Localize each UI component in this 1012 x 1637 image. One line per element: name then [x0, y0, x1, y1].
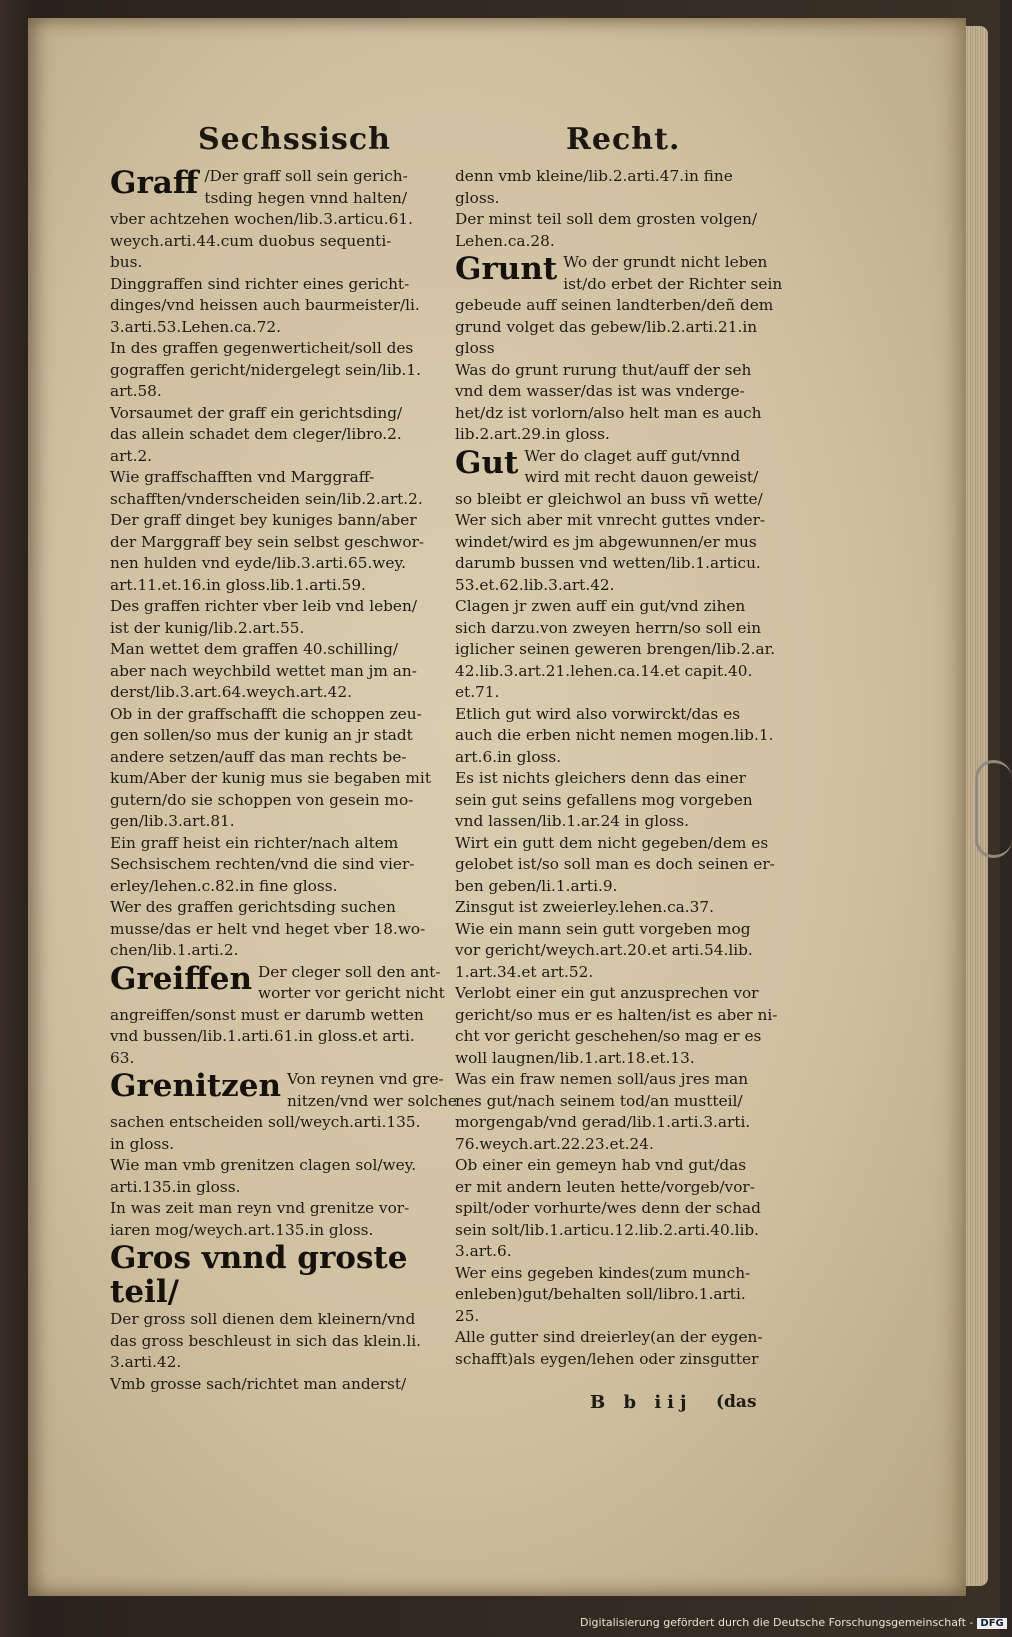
entry-line: 42.lib.3.art.21.lehen.ca.14.et capit.40. [455, 661, 753, 680]
entry [455, 1263, 790, 1328]
entry-line: iglicher seinen geweren brengen/lib.2.ar. [455, 640, 776, 658]
entry-line: gen/lib.3.art.81. [110, 812, 235, 830]
entry-keyword: Grenitzen [110, 1068, 282, 1104]
entry-line: cht vor gericht geschehen/so mag er es [455, 1027, 762, 1045]
entry-keyword: Gros vnnd groste teil/ [110, 1240, 408, 1310]
entry-line: Vorsaumet der graff ein gerichtsding/ [110, 403, 403, 422]
entry-line: sein solt/lib.1.articu.12.lib.2.arti.40.lib. [455, 1220, 760, 1239]
entry-line: wird mit recht dauon geweist/ [524, 468, 759, 486]
entry-line: vber achtzehen wochen/lib.3.articu.61. [110, 210, 413, 228]
entry-line: bus. [110, 253, 143, 271]
entry [110, 704, 440, 833]
entry [455, 446, 790, 511]
entry-line: schafft)als eygen/lehen oder zinsgutter [455, 1349, 759, 1368]
entry-line: Ob einer ein gemeyn hab vnd gut/das [455, 1156, 747, 1174]
entry-line: Wie man vmb grenitzen clagen sol/wey. [110, 1156, 417, 1174]
entry-line: Dinggraffen sind richter eines gericht- [110, 274, 410, 293]
entry-line: der Marggraff bey sein selbst geschwor- [110, 532, 425, 551]
entry [455, 897, 790, 919]
entry [110, 510, 440, 596]
entry-line: Von reynen vnd gre- [287, 1070, 444, 1088]
entry-line: Wer sich aber mit vnrecht guttes vnder- [455, 511, 766, 529]
entry-line: art.2. [110, 446, 153, 465]
entry-line: gograffen gericht/nidergelegt sein/lib.1. [110, 360, 421, 379]
entry-line: Lehen.ca.28. [455, 231, 555, 250]
entry-line: lib.2.art.29.in gloss. [455, 425, 610, 443]
entry [110, 1198, 440, 1241]
right-column [455, 166, 790, 1370]
footer-text: Digitalisierung gefördert durch die Deutsche Forschungsgemeinschaft - [580, 1616, 974, 1629]
entry [455, 166, 790, 209]
entry [110, 1068, 457, 1155]
entry-line: art.6.in gloss. [455, 747, 562, 766]
entry [455, 360, 790, 446]
entry [455, 596, 790, 704]
entry-line: gericht/so mus er es halten/ist es aber ni- [455, 1005, 778, 1024]
entry [455, 704, 790, 769]
entry [110, 166, 440, 274]
entry-line: het/dz ist vorlorn/also helt man es auch [455, 403, 762, 422]
entry-line: das allein schadet dem cleger/libro.2. [110, 425, 402, 443]
entry-line: iaren mog/weych.art.135.in gloss. [110, 1220, 374, 1239]
entry [110, 639, 440, 704]
entry [110, 897, 440, 962]
entry-line: /Der graff soll sein gerich- [204, 167, 408, 185]
entry-line: 3.art.6. [455, 1242, 512, 1260]
entry-line: sachen entscheiden soll/weych.arti.135. [110, 1113, 421, 1131]
entry-line: erley/lehen.c.82.in fine gloss. [110, 876, 338, 895]
running-header-right: Recht. [566, 122, 681, 157]
entry-line: gelobet ist/so soll man es doch seinen er- [455, 855, 775, 873]
entry-line: gutern/do sie schoppen von gesein mo- [110, 790, 414, 809]
entry-line: nitzen/vnd wer solche [287, 1091, 457, 1110]
entry-line: aber nach weychbild wettet man jm an- [110, 661, 417, 680]
entry [110, 338, 440, 403]
entry [455, 1069, 790, 1155]
entry [110, 960, 445, 1070]
entry-line: Vmb grosse sach/richtet man anderst/ [110, 1374, 407, 1393]
entry-line: nen hulden vnd eyde/lib.3.arti.65.wey. [110, 554, 406, 572]
entry-line: nes gut/nach seinem tod/an mustteil/ [455, 1091, 743, 1110]
entry-line: vnd lassen/lib.1.ar.24 in gloss. [455, 812, 689, 830]
entry [110, 1155, 440, 1198]
entry-line: 1.art.34.et art.52. [455, 962, 594, 981]
entry-line: ist der kunig/lib.2.art.55. [110, 618, 305, 637]
entry-line: morgengab/vnd gerad/lib.1.arti.3.arti. [455, 1113, 751, 1131]
entry-line: Wer eins gegeben kindes(zum munch- [455, 1263, 751, 1282]
entry [455, 983, 790, 1069]
entry-line: 3.arti.53.Lehen.ca.72. [110, 317, 281, 336]
entry-line: Was do grunt rurung thut/auff der seh [455, 360, 752, 379]
entry-line: Wie ein mann sein gutt vorgeben mog [455, 919, 751, 938]
entry-line: dinges/vnd heissen auch baurmeister/li. [110, 296, 420, 314]
entry-line: auch die erben nicht nemen mogen.lib.1. [455, 726, 774, 744]
entry-line: er mit andern leuten hette/vorgeb/vor- [455, 1177, 755, 1196]
entry-line: vnd bussen/lib.1.arti.61.in gloss.et arti. [110, 1027, 415, 1045]
entry-line: Es ist nichts gleichers denn das einer [455, 769, 746, 787]
entry-line: Was ein fraw nemen soll/aus jres man [455, 1070, 749, 1088]
entry [455, 833, 790, 898]
entry-line: kum/Aber der kunig mus sie begaben mit [110, 769, 431, 787]
entry-line: 3.arti.42. [110, 1353, 182, 1371]
entry [455, 768, 790, 833]
entry-line: et.71. [455, 683, 500, 701]
entry-line: spilt/oder vorhurte/wes denn der schad [455, 1199, 761, 1217]
entry-line: windet/wird es jm abgewunnen/er mus [455, 532, 757, 551]
entry-line: chen/lib.1.arti.2. [110, 941, 239, 959]
entry [110, 467, 440, 510]
entry-line: Wirt ein gutt dem nicht gegeben/dem es [455, 833, 769, 852]
entry-line: sich darzu.von zweyen herrn/so soll ein [455, 618, 762, 637]
entry-line: gebeude auff seinen landterben/deñ dem [455, 296, 774, 314]
entry-line: 25. [455, 1306, 480, 1325]
entry-line: sein gut seins gefallens mog vorgeben [455, 790, 753, 809]
catchword: (das [716, 1392, 757, 1412]
entry [110, 274, 440, 339]
entry-line: ist/do erbet der Richter sein [563, 274, 783, 293]
entry-line: Ein graff heist ein richter/nach altem [110, 833, 399, 852]
entry [110, 833, 440, 898]
entry-line: worter vor gericht nicht [258, 984, 445, 1002]
entry-line: Wer do claget auff gut/vnnd [524, 446, 741, 465]
entry-line: musse/das er helt vnd heget vber 18.wo- [110, 919, 426, 938]
entry [110, 1241, 440, 1374]
entry-keyword: Graff [110, 165, 199, 201]
entry-line: Sechsischem rechten/vnd die sind vier- [110, 855, 415, 873]
entry-line: darumb bussen vnd wetten/lib.1.articu. [455, 554, 761, 572]
entry [110, 403, 440, 468]
entry-line: so bleibt er gleichwol an buss vñ wette/ [455, 489, 763, 508]
running-header-left: Sechssisch [198, 122, 391, 157]
entry-line: tsding hegen vnnd halten/ [204, 188, 408, 207]
entry-line: art.58. [110, 382, 162, 400]
entry-line: Wer des graffen gerichtsding suchen [110, 898, 396, 916]
entry-line: gloss [455, 339, 495, 357]
entry [455, 1155, 790, 1263]
entry-line: andere setzen/auff das man rechts be- [110, 747, 407, 766]
entry [455, 209, 790, 252]
dfg-logo: DFG [977, 1618, 1006, 1629]
entry-line: Der graff dinget bey kuniges bann/aber [110, 511, 417, 529]
entry-line: Man wettet dem graffen 40.schilling/ [110, 640, 399, 658]
entry-line: Der minst teil soll dem grosten volgen/ [455, 210, 758, 228]
entry-line: vnd dem wasser/das ist was vnderge- [455, 382, 745, 400]
entry-line: das gross beschleust in sich das klein.li. [110, 1331, 421, 1350]
entry-line: denn vmb kleine/lib.2.arti.47.in fine [455, 167, 733, 185]
entry-line: Wie graffschafften vnd Marggraff- [110, 468, 375, 486]
entry-line: Wo der grundt nicht leben [563, 253, 768, 271]
entry [455, 1327, 790, 1370]
entry-line: ben geben/li.1.arti.9. [455, 876, 618, 895]
entry-line: Clagen jr zwen auff ein gut/vnd zihen [455, 597, 746, 615]
entry-line: Verlobt einer ein gut anzusprechen vor [455, 984, 759, 1002]
entry [110, 596, 440, 639]
entry-line: 63. [110, 1048, 135, 1067]
entry-line: Der cleger soll den ant- [258, 962, 441, 981]
entry [455, 510, 790, 596]
entry-line: Alle gutter sind dreierley(an der eygen- [455, 1328, 763, 1346]
entry-line: Des graffen richter vber leib vnd leben/ [110, 597, 417, 615]
entry-line: derst/lib.3.art.64.weych.art.42. [110, 683, 352, 701]
entry-line: arti.135.in gloss. [110, 1177, 241, 1196]
entry-line: vor gericht/weych.art.20.et arti.54.lib. [455, 941, 753, 959]
entry-line: Ob in der graffschafft die schoppen zeu- [110, 704, 422, 723]
page-clip [975, 760, 1012, 858]
entry [455, 252, 790, 360]
entry-line: angreiffen/sonst must er darumb wetten [110, 1005, 424, 1024]
signature-mark: B b iij [590, 1392, 693, 1413]
footer-credit [580, 1616, 1004, 1634]
entry-keyword: Grunt [455, 251, 558, 287]
entry [110, 1374, 440, 1396]
entry-line: grund volget das gebew/lib.2.arti.21.in [455, 317, 758, 336]
entry-line: Der gross soll dienen dem kleinern/vnd [110, 1310, 416, 1328]
entry-line: Zinsgut ist zweierley.lehen.ca.37. [455, 898, 714, 916]
entry-line: In des graffen gegenwerticheit/soll des [110, 339, 414, 357]
entry-line: in gloss. [110, 1134, 175, 1153]
entry-line: woll laugnen/lib.1.art.18.et.13. [455, 1048, 695, 1067]
entry-line: enleben)gut/behalten soll/libro.1.arti. [455, 1285, 746, 1303]
entry-line: gloss. [455, 188, 500, 207]
entry-keyword: Greiffen [110, 960, 253, 997]
entry-line: Etlich gut wird also vorwirckt/das es [455, 704, 741, 723]
entry-line: schafften/vnderscheiden sein/lib.2.art.2. [110, 489, 423, 508]
entry-line: 53.et.62.lib.3.art.42. [455, 575, 615, 594]
entry-line: gen sollen/so mus der kunig an jr stadt [110, 726, 413, 744]
entry [455, 919, 790, 984]
entry-keyword: Gut [455, 444, 519, 481]
left-column [110, 165, 457, 1395]
entry-line: weych.arti.44.cum duobus sequenti- [110, 231, 392, 250]
entry-line: art.11.et.16.in gloss.lib.1.arti.59. [110, 575, 366, 594]
entry-line: In was zeit man reyn vnd grenitze vor- [110, 1199, 410, 1217]
entry-line: 76.weych.art.22.23.et.24. [455, 1134, 654, 1153]
